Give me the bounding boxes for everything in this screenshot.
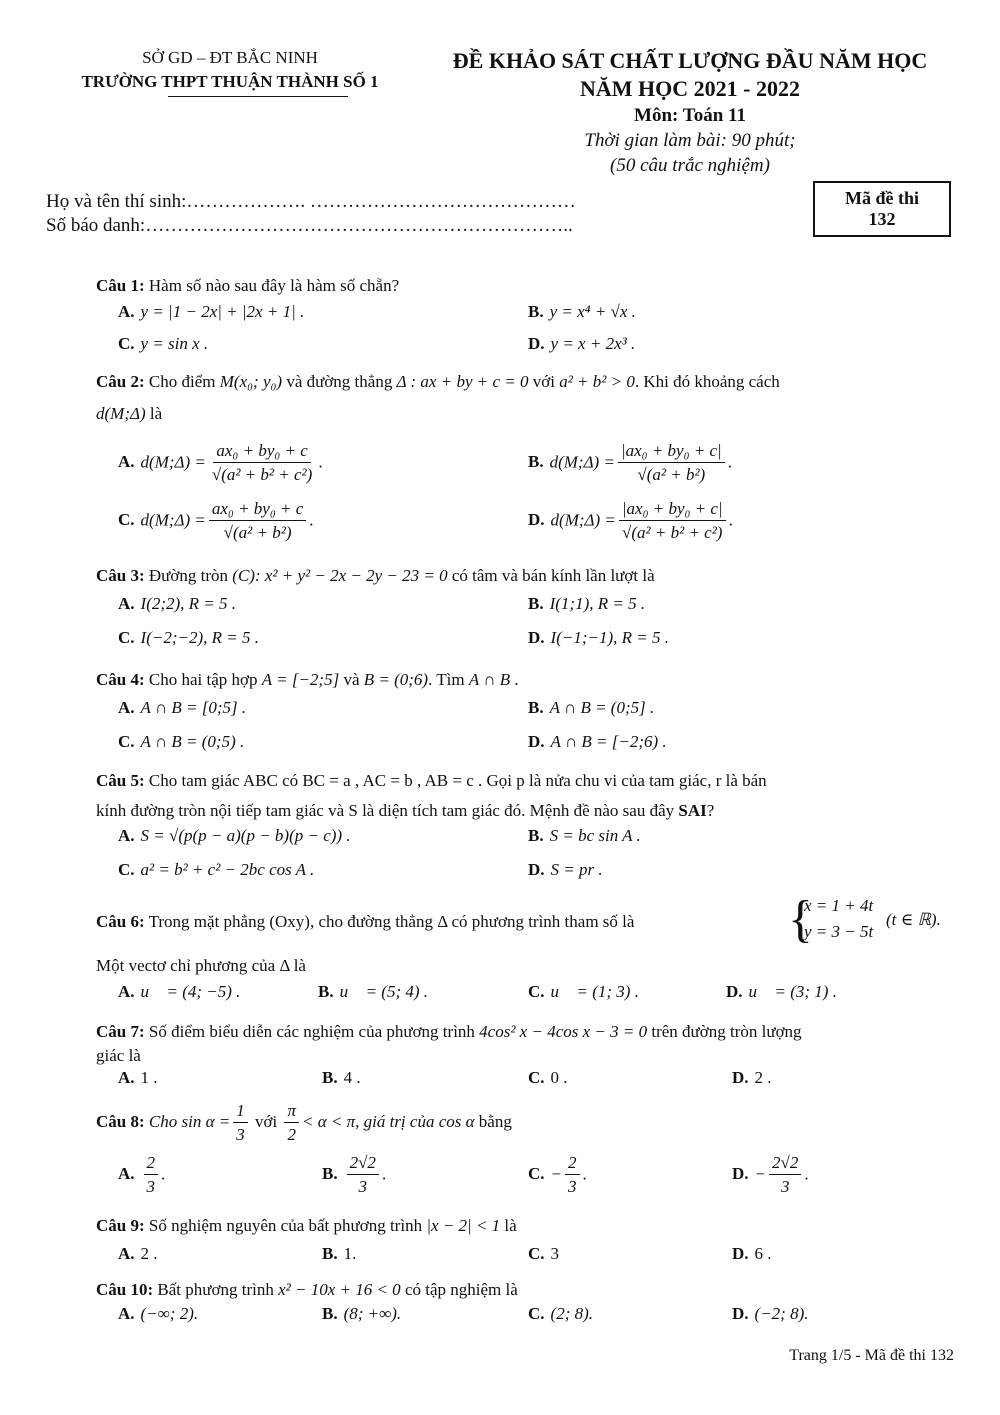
question-5-cont: kính đường tròn nội tiếp tam giác và S là diện tích tam giác đó. Mệnh đề nào sau đây SAI?: [96, 801, 715, 820]
options-q4-row2: [118, 732, 958, 760]
option-d[interactable]: D. S = pr .: [528, 860, 603, 879]
question-10: Câu 10: Bất phương trình x² − 10x + 16 < 0 có tập nghiệm là: [96, 1280, 518, 1299]
question-text: Hàm số nào sau đây là hàm số chẵn?: [148, 276, 400, 295]
option-a[interactable]: A. 1 .: [118, 1068, 158, 1087]
option-c[interactable]: C. A ∩ B = (0;5) .: [118, 732, 245, 751]
option-d[interactable]: D. y = x + 2x³ .: [528, 334, 636, 353]
option-d[interactable]: D. d(M;Δ) = $\frac{\text{|ax₀ + by₀ + c|}}{\text{√(a² + b² + c²)}}$ .: [528, 499, 733, 542]
option-d[interactable]: D. u⃗ = (3; 1) .: [726, 982, 837, 1001]
school-underline: [168, 96, 348, 97]
question-3: Câu 3: Đường tròn (C): x² + y² − 2x − 2y − 23 = 0 có tâm và bán kính lần lượt là: [96, 566, 655, 585]
question-5: Câu 5: Cho tam giác ABC có BC = a , AC = b , AB = c . Gọi p là nửa chu vi của tam giác, r là bán: [96, 771, 767, 790]
question-2: Câu 2: Cho điểm M(x₀; y₀) và đường thẳng Δ : ax + by + c = 0 với a² + b² > 0. Khi đó khoảng cách: [96, 372, 780, 391]
question-7-cont: giác là: [96, 1046, 141, 1065]
option-a[interactable]: A. $\frac{2}{3}$ .: [118, 1153, 166, 1196]
question-4: Câu 4: Cho hai tập hợp A = [−2;5] và B = (0;6). Tìm A ∩ B .: [96, 670, 519, 689]
options-q1-row1: [118, 302, 958, 330]
param-domain: (t ∈ ℝ).: [886, 910, 941, 929]
option-a[interactable]: A. I(2;2), R = 5 .: [118, 594, 237, 613]
option-b[interactable]: B. $\frac{2√2}{3}$ .: [322, 1153, 387, 1196]
option-a[interactable]: A. 2 .: [118, 1244, 158, 1263]
options-q5-row1: [118, 826, 958, 854]
option-c[interactable]: C. 3: [528, 1244, 560, 1263]
options-q5-row2: [118, 860, 958, 888]
option-b[interactable]: B. d(M;Δ) = $\frac{\text{|ax₀ + by₀ + c|}}{\text{√(a² + b²)}}$ .: [528, 441, 732, 484]
question-number: Câu 1:: [96, 276, 145, 295]
options-q6-row: [118, 982, 958, 1010]
candidate-id-line: Số báo danh:…………………………………………………………..: [46, 215, 573, 236]
question-8: Câu 8: Cho sin α = $\frac{1}{3}$ với $\frac{\pi}{2}$ < α < π, giá trị của cos α bằng: [96, 1100, 512, 1144]
options-q4-row1: [118, 698, 958, 726]
exam-code-value: 132: [868, 209, 896, 229]
brace-icon: {: [788, 891, 813, 948]
question-9: Câu 9: Số nghiệm nguyên của bất phương trình |x − 2| < 1 là: [96, 1216, 517, 1235]
option-a[interactable]: A. (−∞; 2).: [118, 1304, 199, 1323]
question-6: Câu 6: Trong mặt phẳng (Oxy), cho đường thẳng Δ có phương trình tham số là: [96, 912, 635, 931]
option-c[interactable]: C. u⃗ = (1; 3) .: [528, 982, 639, 1001]
question-7: Câu 7: Số điểm biểu diễn các nghiệm của phương trình 4cos² x − 4cos x − 3 = 0 trên đường tròn lượng: [96, 1022, 802, 1041]
page-footer: Trang 1/5 - Mã đề thi 132: [789, 1347, 954, 1364]
option-c[interactable]: C. a² = b² + c² − 2bc cos A .: [118, 860, 315, 879]
option-b[interactable]: B. (8; +∞).: [322, 1304, 402, 1323]
dept-name: SỞ GD – ĐT BẮC NINH: [142, 48, 318, 67]
option-b[interactable]: B. u⃗ = (5; 4) .: [318, 982, 429, 1001]
option-c[interactable]: C. 0 .: [528, 1068, 568, 1087]
parametric-system: [788, 891, 958, 950]
option-c[interactable]: C. − $\frac{2}{3}$ .: [528, 1153, 587, 1196]
exam-count: (50 câu trắc nghiệm): [610, 155, 770, 176]
option-a[interactable]: A. S = √(p(p − a)(p − b)(p − c)) .: [118, 826, 351, 845]
option-c[interactable]: C. (2; 8).: [528, 1304, 594, 1323]
option-a[interactable]: A. A ∩ B = [0;5] .: [118, 698, 247, 717]
system-eq-1: x = 1 + 4t: [804, 896, 874, 915]
option-d[interactable]: D. I(−1;−1), R = 5 .: [528, 628, 669, 647]
option-d[interactable]: D. − $\frac{2√2}{3}$ .: [732, 1153, 809, 1196]
system-eq-2: y = 3 − 5t: [804, 922, 874, 941]
options-q9-row: [118, 1244, 958, 1272]
exam-subject: Môn: Toán 11: [634, 105, 746, 126]
option-d[interactable]: D. A ∩ B = [−2;6) .: [528, 732, 667, 751]
option-a[interactable]: A. d(M;Δ) = $\frac{\text{ax₀ + by₀ + c}}{\text{√(a² + b² + c²)}}$ .: [118, 441, 323, 484]
option-c[interactable]: C. d(M;Δ) = $\frac{\text{ax₀ + by₀ + c}}{\text{√(a² + b²)}}$ .: [118, 499, 314, 542]
exam-title: ĐỀ KHẢO SÁT CHẤT LƯỢNG ĐẦU NĂM HỌC: [452, 48, 928, 73]
option-c[interactable]: C. y = sin x .: [118, 334, 209, 353]
options-q7-row: [118, 1068, 958, 1096]
exam-code-box: [813, 181, 951, 237]
option-b[interactable]: B. I(1;1), R = 5 .: [528, 594, 646, 613]
school-name: TRƯỜNG THPT THUẬN THÀNH SỐ 1: [81, 72, 379, 91]
option-a[interactable]: A. y = |1 − 2x| + |2x + 1| .: [118, 302, 305, 321]
options-q3-row2: [118, 628, 958, 656]
exam-code-label: Mã đề thi: [845, 188, 919, 208]
question-2-cont: d(M;Δ) là: [96, 404, 163, 423]
options-q2-row2: [118, 498, 958, 548]
candidate-name-line: Họ và tên thí sinh:………………. ……………………………………: [46, 191, 576, 212]
question-6-cont: Một vectơ chỉ phương của Δ là: [96, 956, 306, 975]
exam-year: NĂM HỌC 2021 - 2022: [580, 76, 800, 101]
options-q8-row: [118, 1152, 958, 1206]
option-b[interactable]: B. A ∩ B = (0;5] .: [528, 698, 655, 717]
question-1: [96, 272, 954, 300]
options-q2-row1: [118, 440, 958, 490]
option-d[interactable]: D. 2 .: [732, 1068, 772, 1087]
options-q3-row1: [118, 594, 958, 622]
option-b[interactable]: B. S = bc sin A .: [528, 826, 641, 845]
option-d[interactable]: D. (−2; 8).: [732, 1304, 809, 1323]
option-b[interactable]: B. 1.: [322, 1244, 357, 1263]
option-c[interactable]: C. I(−2;−2), R = 5 .: [118, 628, 259, 647]
option-a[interactable]: A. u⃗ = (4; −5) .: [118, 982, 241, 1001]
option-b[interactable]: B. 4 .: [322, 1068, 361, 1087]
option-d[interactable]: D. 6 .: [732, 1244, 772, 1263]
exam-time: Thời gian làm bài: 90 phút;: [584, 130, 796, 151]
options-q10-row: [118, 1304, 958, 1332]
options-q1-row2: [118, 334, 958, 362]
option-b[interactable]: B. y = x⁴ + √x .: [528, 302, 636, 321]
